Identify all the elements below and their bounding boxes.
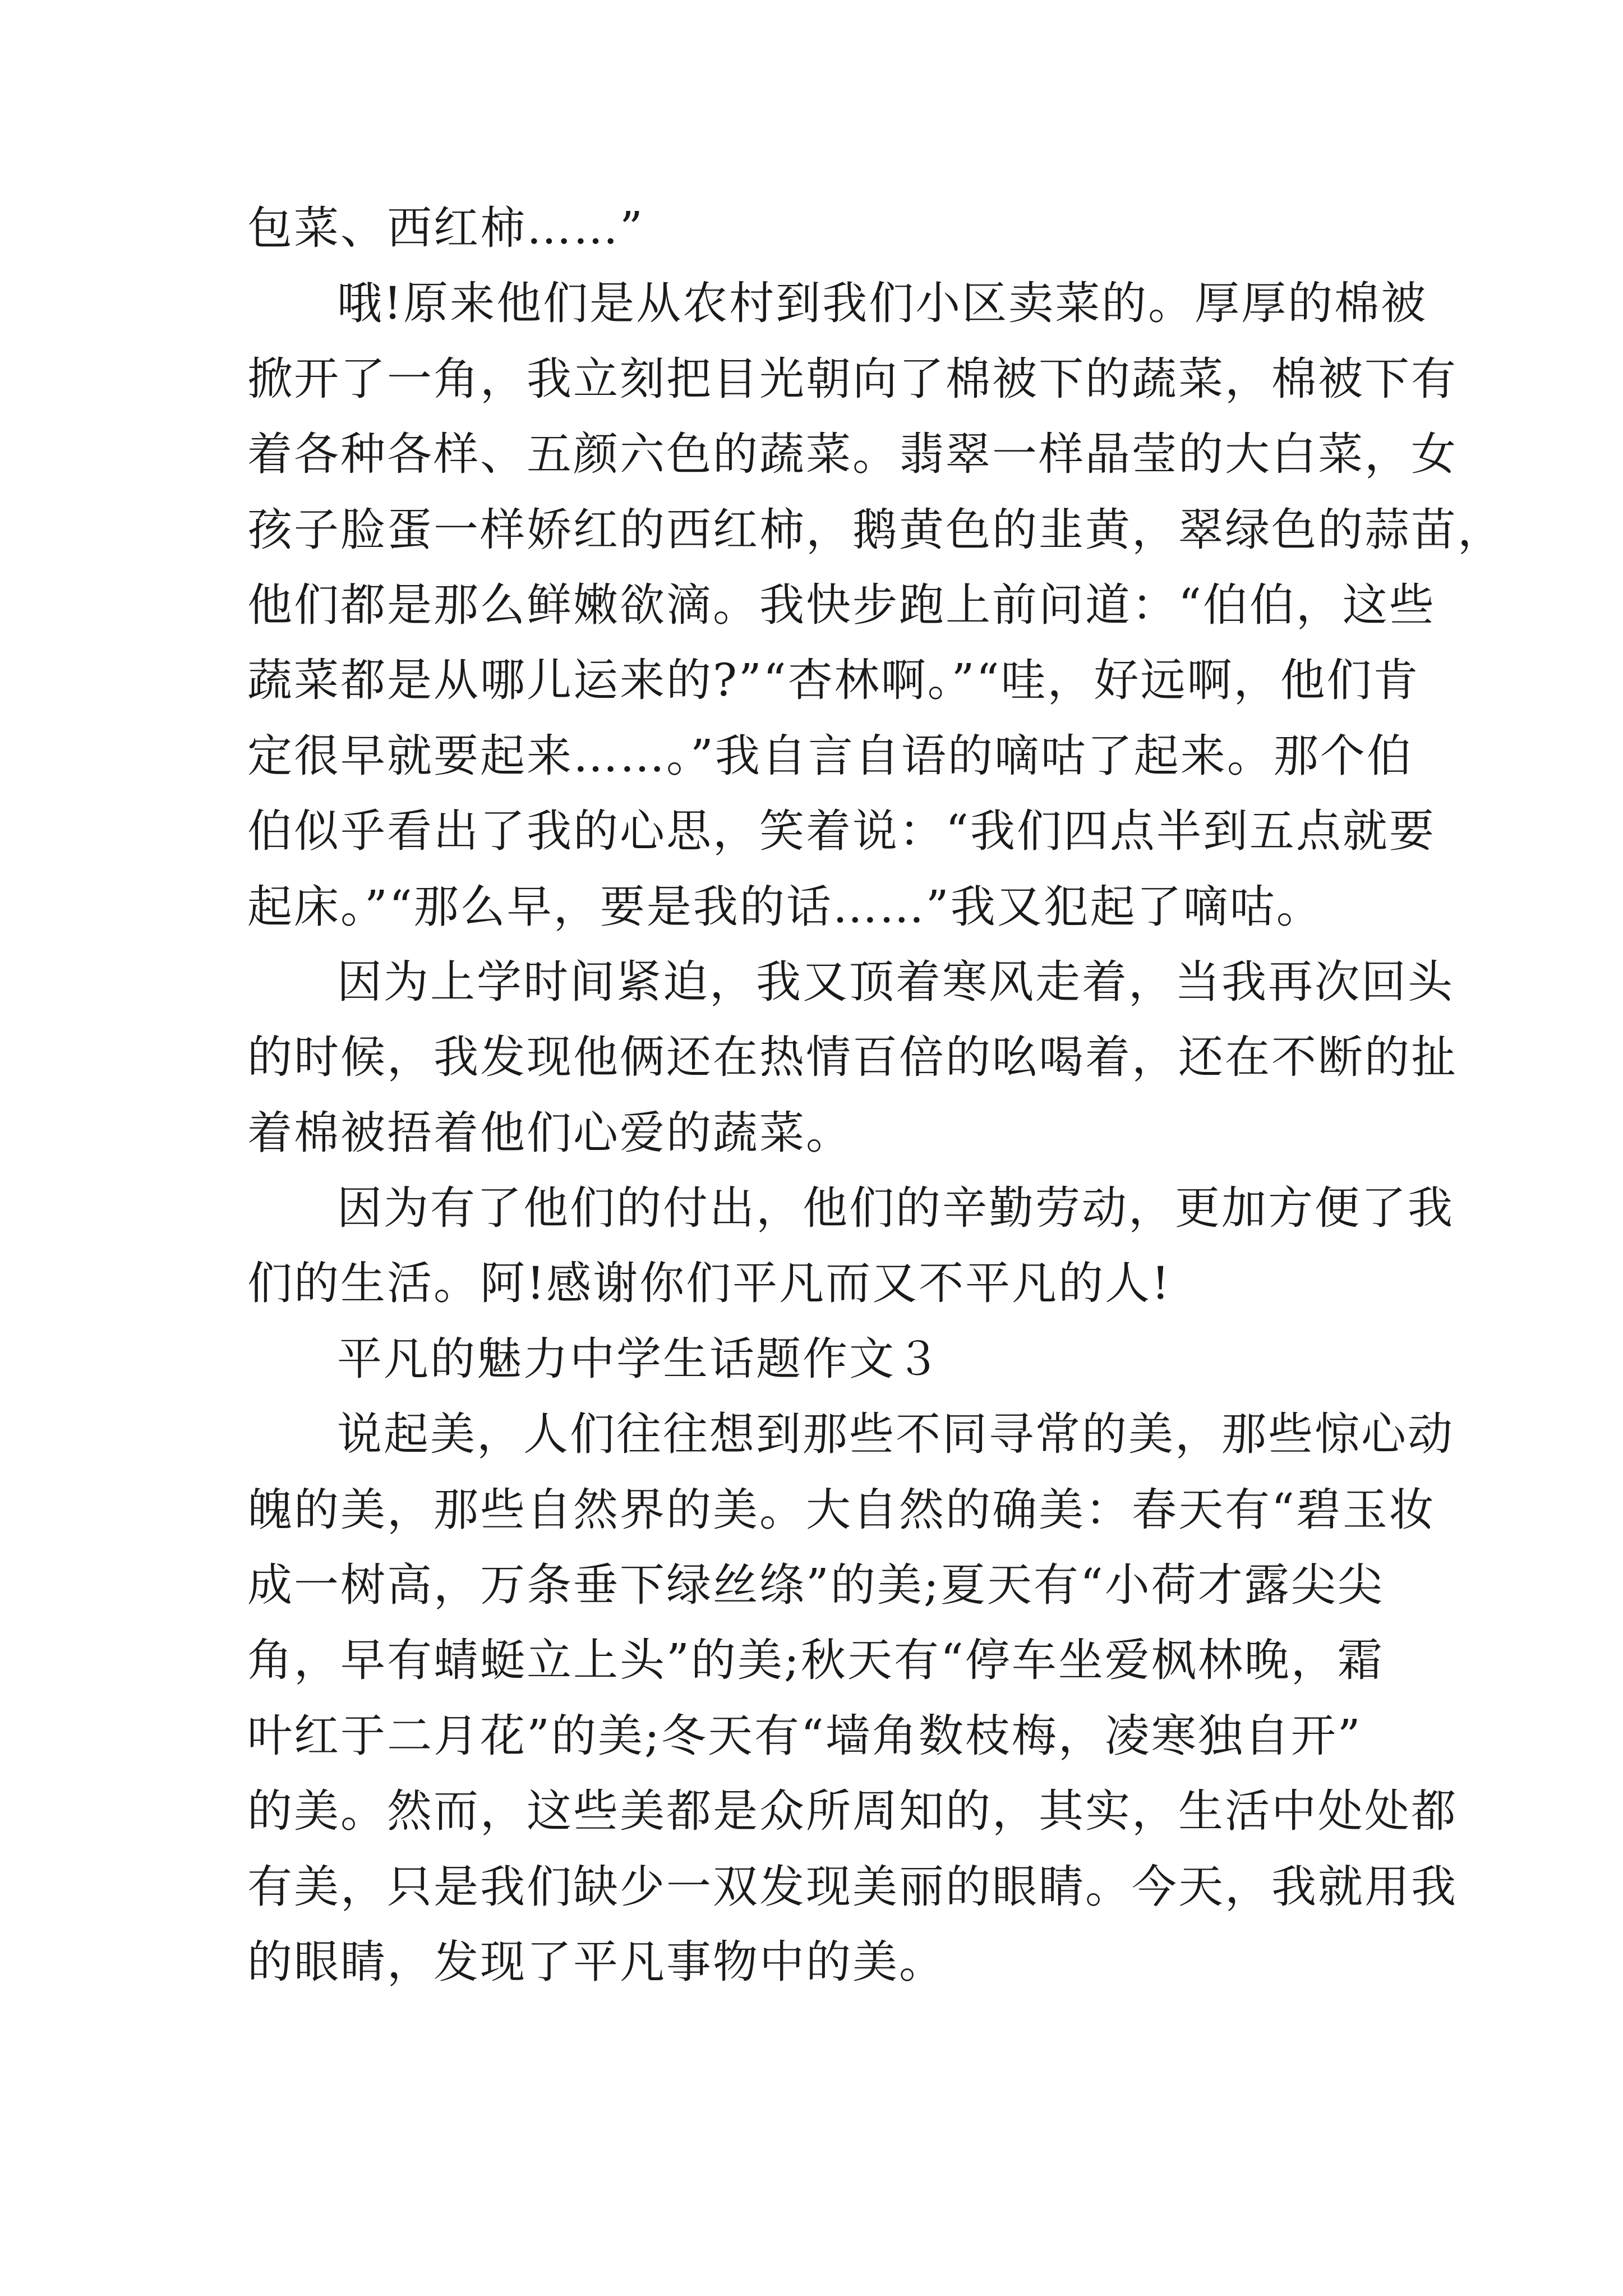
text-line: 孩子脸蛋一样娇红的西红柿，鹅黄色的韭黄，翠绿色的蒜苗， [247,503,1504,556]
text-line: 有美，只是我们缺少一双发现美丽的眼睛。今天，我就用我 [247,1860,1458,1913]
text-line: 着各种各样、五颜六色的蔬菜。翡翠一样晶莹的大白菜，女 [247,428,1458,481]
text-line: 们的生活。阿!感谢你们平凡而又不平凡的人! [247,1257,1172,1310]
paragraph-first-line: 平凡的魅力中学生话题作文３ [337,1332,942,1385]
text-line: 叶红于二月花”的美;冬天有“墙角数枝梅，凌寒独自开” [247,1709,1362,1762]
paragraph-first-line: 说起美，人们往往想到那些不同寻常的美，那些惊心动 [337,1408,1454,1461]
text-line: 的眼睛，发现了平凡事物中的美。 [247,1935,946,1988]
text-line: 魄的美，那些自然界的美。大自然的确美：春天有“碧玉妆 [247,1483,1436,1536]
text-line: 起床。”“那么早，要是我的话……”我又犯起了嘀咕。 [247,880,1323,933]
text-line: 包菜、西红柿……” [247,202,644,254]
text-line: 蔬菜都是从哪儿运来的?”“杏林啊。”“哇，好远啊，他们肯 [247,654,1420,707]
text-line: 成一树高，万条垂下绿丝绦”的美;夏天有“小荷才露尖尖 [247,1559,1384,1612]
body-text [247,191,1504,2000]
paragraph-first-line: 因为有了他们的付出，他们的辛勤劳动，更加方便了我 [337,1182,1454,1235]
text-line: 角，早有蜻蜓立上头”的美;秋天有“停车坐爱枫林晚，霜 [247,1634,1384,1687]
text-line: 定很早就要起来……。”我自言自语的嘀咕了起来。那个伯 [247,729,1413,782]
text-line: 掀开了一角，我立刻把目光朝向了棉被下的蔬菜，棉被下有 [247,352,1458,405]
text-line: 他们都是那么鲜嫩欲滴。我快步跑上前问道：“伯伯，这些 [247,578,1436,631]
paragraph-first-line: 哦!原来他们是从农村到我们小区卖菜的。厚厚的棉被 [337,277,1428,330]
text-line: 的美。然而，这些美都是众所周知的，其实，生活中处处都 [247,1785,1458,1838]
paragraph-first-line: 因为上学时间紧迫，我又顶着寒风走着，当我再次回头 [337,955,1454,1008]
text-line: 的时候，我发现他俩还在热情百倍的吆喝着，还在不断的扯 [247,1031,1458,1084]
text-line: 着棉被捂着他们心爱的蔬菜。 [247,1106,852,1159]
text-line: 伯似乎看出了我的心思，笑着说：“我们四点半到五点就要 [247,805,1436,858]
